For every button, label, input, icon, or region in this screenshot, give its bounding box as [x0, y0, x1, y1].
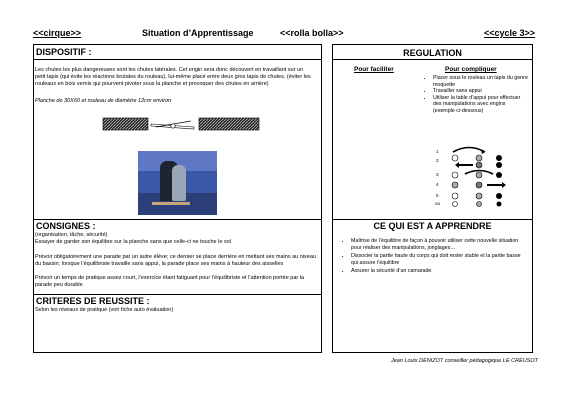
header-cycle: <<cycle 3>>: [484, 28, 536, 38]
header-situation: Situation d’Apprentissage: [142, 28, 254, 38]
compliquer-item: • Utiliser la table d’appui pour effectuer des manipulations avec engins (exemple ci-dessous): [433, 95, 528, 115]
ball: [452, 182, 458, 188]
apprendre-item: • Assurer la sécurité d’un camarade: [351, 268, 523, 275]
ball: [476, 193, 482, 199]
manipulation-diagram: [435, 145, 515, 207]
ball: [496, 155, 502, 161]
board-photo: [152, 202, 190, 205]
arrow-head: [455, 162, 459, 168]
spotter-figure: [172, 165, 186, 201]
mats-illustration: [101, 115, 266, 135]
ball: [476, 155, 482, 161]
right-mat: [199, 118, 259, 130]
header-rolla-bolla: <<rolla bolla>>: [280, 28, 344, 38]
consignes-title: CONSIGNES :: [36, 221, 96, 231]
header-title: [142, 28, 344, 38]
divider: [333, 59, 532, 60]
ball: [452, 155, 458, 161]
roller: [171, 124, 175, 128]
consignes-line-1: Essayer de garder son équilibre sur la planche sans que celle-ci ne touche le sol: [35, 239, 231, 245]
apprendre-list: [341, 238, 523, 275]
compliquer-item: • Placer sous le rouleau un tapis du genre moquette: [433, 75, 528, 88]
diagram-label: 2: [436, 158, 439, 163]
throw-arrow: [453, 148, 485, 153]
ball: [476, 182, 482, 188]
dispositif-title: DISPOSITIF :: [36, 47, 92, 57]
footer-author: Jean Louis DENIZOT conseiller pédagogique LE CREUSOT: [391, 358, 539, 364]
divider: [34, 59, 321, 60]
ball: [476, 162, 482, 168]
ball: [477, 202, 482, 207]
compliquer-title: Pour compliquer: [445, 66, 497, 73]
ball: [452, 172, 458, 178]
ball: [452, 193, 458, 199]
consignes-line-2: Prévoir obligatoirement une parade par un autre élève; ce dernier se place derrière en mettant ses mains au niveau du bassin; lorsque l’équilibriste travaille sans appui, la parade place ses mains à hauteur des aisselles: [35, 254, 316, 267]
header-cirque: <<cirque>>: [33, 28, 82, 38]
consignes-subtitle: (organisation, tâche, sécurité): [35, 232, 108, 238]
ball: [453, 202, 458, 207]
diagram-label: 1: [436, 149, 439, 154]
ball: [497, 202, 502, 207]
compliquer-item: • Travailler sans appui: [433, 88, 528, 95]
diagram-label: 3: [436, 172, 439, 177]
regulation-title: REGULATION: [403, 48, 462, 58]
ball: [496, 172, 502, 178]
right-panel: [332, 44, 533, 353]
apprendre-item: • Dissocier la partie haute du corps qui doit rester stable et la partie basse qui assure l’équilibre: [351, 253, 523, 266]
divider: [34, 294, 321, 295]
left-mat: [103, 118, 148, 130]
divider: [34, 219, 321, 220]
compliquer-list: [423, 75, 528, 114]
criteres-text: Selon les niveaux de pratique (voir fiche auto évaluation): [35, 307, 174, 313]
consignes-line-3: Prévoir un temps de pratique assez court, l’exercice étant fatiguant pour l’équilibriste et l’attention portée par la parade peu durable: [35, 275, 305, 288]
apprendre-title: CE QUI EST A APPRENDRE: [373, 221, 492, 231]
arrow-head: [502, 182, 506, 188]
ball: [476, 172, 482, 178]
faciliter-title: Pour faciliter: [354, 66, 394, 73]
diagram-label: 4: [436, 182, 439, 187]
practice-photo: [138, 151, 217, 215]
diagram-label: ou: [435, 201, 441, 206]
apprendre-item: • Maîtrise de l’équilibre de façon à pouvoir utiliser cette nouvelle situation pour réaliser des manipulations, jonglages…: [351, 238, 523, 251]
ball: [496, 193, 502, 199]
dispositif-note: Planche de 30X60 et rouleau de diamètre 12cm environ: [35, 98, 172, 104]
dispositif-text: Les chutes les plus dangereuses sont les chutes latérales. Cet engin sera donc découvert en travaillant sur un petit tapis (qui évite les réactions brutales du rouleau), lui-même placé entre deux gros tapis de chutes. (éviter les rouleaux en bois vernis qui pourvent pivoter sous la planche et provoquer des chutes en arrière): [35, 67, 311, 87]
divider: [333, 219, 532, 220]
left-panel: [33, 44, 322, 353]
criteres-title: CRITERES DE REUSSITE :: [36, 296, 150, 306]
diagram-label: 5: [436, 193, 439, 198]
ball: [496, 162, 502, 168]
